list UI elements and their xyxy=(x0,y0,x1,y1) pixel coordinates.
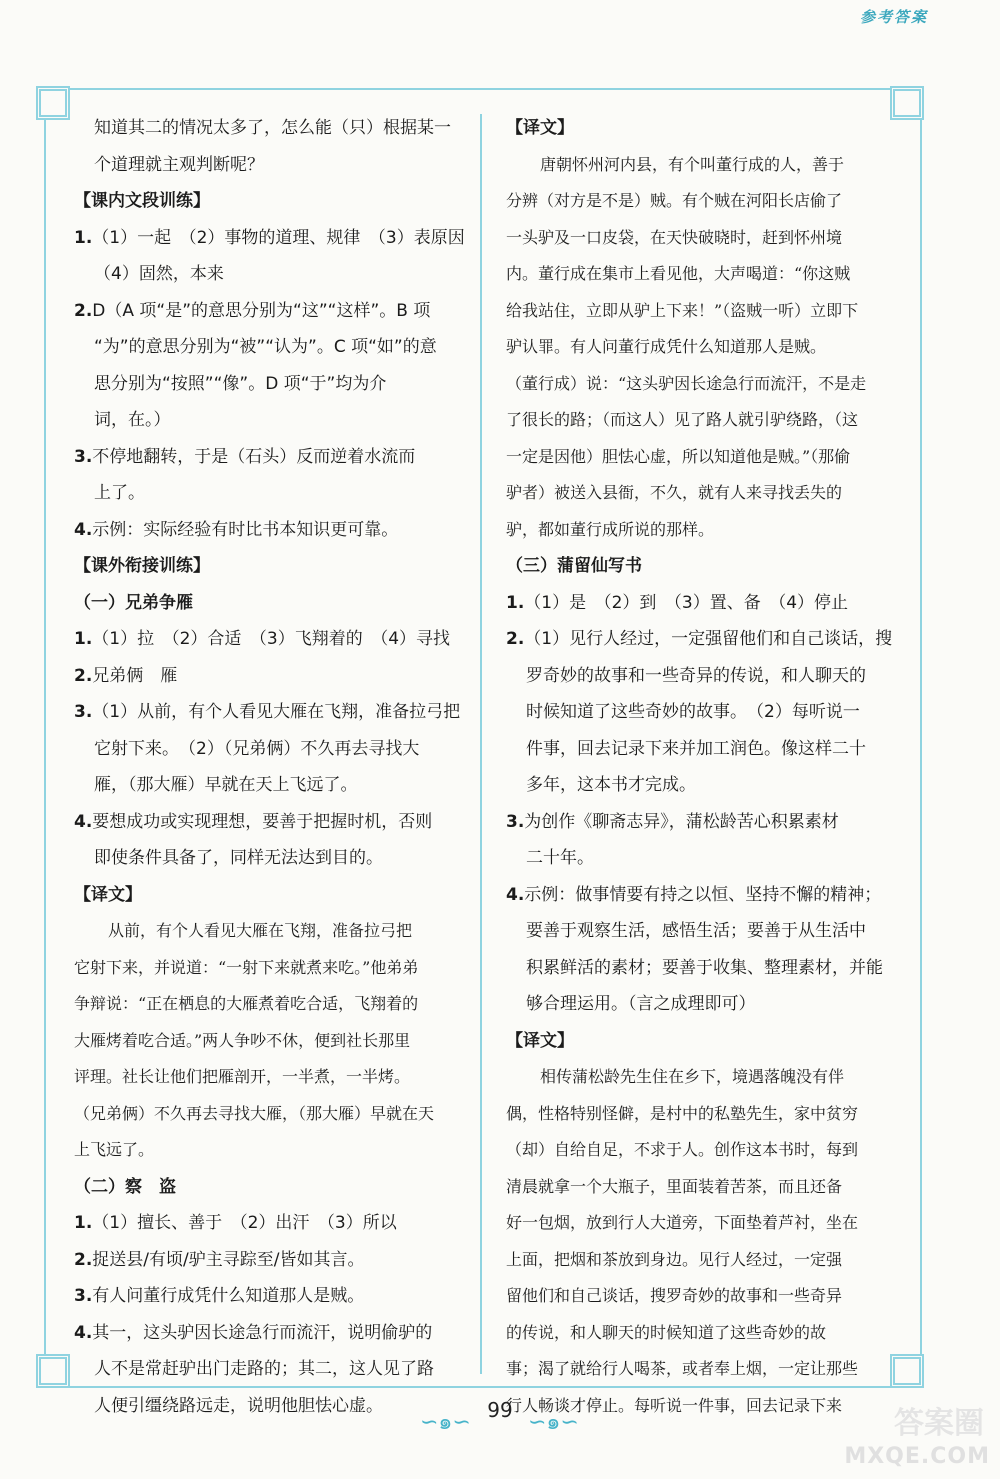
question-number: 2. xyxy=(506,629,525,649)
line-text: 分辨（对方是不是）贼。有个贼在河阳长店偷了 xyxy=(506,191,843,210)
line-text: 不停地翻转，于是（石头）反而逆着水流而 xyxy=(92,446,416,467)
text-line xyxy=(506,548,906,585)
section-tag: 参考答案 xyxy=(859,8,928,26)
text-line xyxy=(506,1096,906,1133)
text-line xyxy=(506,147,906,184)
text-line xyxy=(506,1278,906,1315)
line-text: 时候知道了这些奇妙的故事。 （2）每听说一 xyxy=(526,702,860,722)
text-line xyxy=(74,1351,470,1388)
column-divider xyxy=(480,114,482,1374)
text-line xyxy=(74,512,470,549)
line-text: （1）从前，有个人看见大雁在飞翔，准备拉弓把 xyxy=(92,702,461,722)
text-line xyxy=(506,439,906,476)
text-line xyxy=(506,1205,906,1242)
line-text: 人不是常赶驴出门走路的；其二，这人见了路 xyxy=(94,1359,434,1379)
text-line xyxy=(506,694,906,731)
line-text: 罗奇妙的故事和一些奇异的传说，和人聊天的 xyxy=(526,665,866,686)
line-text: 有人问董行成凭什么知道那人是贼。 xyxy=(92,1286,365,1306)
line-text: 要善于观察生活，感悟生活；要善于从生活中 xyxy=(526,921,866,941)
question-number: 1. xyxy=(74,227,93,248)
text-line xyxy=(506,658,906,695)
line-text: 一头驴及一口皮袋，在天快破晓时，赶到怀州境 xyxy=(506,227,843,247)
text-line xyxy=(506,913,906,950)
text-line xyxy=(74,1096,470,1133)
text-line xyxy=(74,1023,470,1060)
line-text: 示例：实际经验有时比书本知识更可靠。 xyxy=(92,519,399,540)
left-swirl-ornament-icon: ∽๑∽ xyxy=(420,1410,471,1435)
text-line xyxy=(506,986,906,1023)
text-line xyxy=(74,1205,470,1242)
line-text: 【课内文段训练】 xyxy=(74,191,210,211)
corner-ornament-bl xyxy=(36,1354,70,1388)
line-text: 知道其二的情况太多了，怎么能（只）根据某一 xyxy=(94,118,451,138)
text-line xyxy=(74,256,470,293)
line-text: 驴，都如董行成所说的那样。 xyxy=(506,519,715,539)
question-number: 4. xyxy=(506,884,525,905)
text-line xyxy=(506,293,906,330)
text-line xyxy=(506,621,906,658)
line-text: 驴者）被送入县衙，不久，就有人来寻找丢失的 xyxy=(506,483,843,502)
text-line xyxy=(74,402,470,439)
line-text: （兄弟俩）不久再去寻找大雁，（那大雁）早就在天 xyxy=(74,1103,435,1123)
text-line xyxy=(506,329,906,366)
line-text: （三）蒲留仙写书 xyxy=(506,556,642,576)
line-text: 驴认罪。有人问董行成凭什么知道那人是贼。 xyxy=(506,337,827,356)
line-text: 大雁烤着吃合适。”两人争吵不休，便到社长那里 xyxy=(74,1030,411,1050)
text-line xyxy=(74,220,470,257)
text-line xyxy=(506,950,906,987)
line-text: 件事，回去记录下来并加工润色。像这样二十 xyxy=(526,738,866,759)
text-line xyxy=(506,731,906,768)
text-line xyxy=(74,110,470,147)
text-line xyxy=(74,1315,470,1352)
right-column xyxy=(506,110,906,1424)
question-number: 1. xyxy=(74,1213,93,1233)
question-number: 4. xyxy=(74,1322,93,1343)
text-line xyxy=(74,1059,470,1096)
text-line xyxy=(506,1169,906,1206)
text-line xyxy=(506,1315,906,1352)
text-line xyxy=(74,439,470,476)
line-text: 够合理运用。（言之成理即可） xyxy=(526,994,756,1014)
line-text: 行人畅谈才停止。每听说一件事，回去记录下来 xyxy=(506,1395,843,1415)
line-text: （董行成）说：“这头驴因长途急行而流汗，不是走 xyxy=(506,373,867,393)
line-text: 给我站住，立即从驴上下来！”（盗贼一听）立即下 xyxy=(506,300,859,320)
line-text: 事；渴了就给行人喝茶，或者奉上烟，一定让那些 xyxy=(506,1359,859,1378)
line-text: 【课外衔接训练】 xyxy=(74,556,210,576)
line-text: 争辩说：“正在栖息的大雁煮着吃合适，飞翔着的 xyxy=(74,994,419,1013)
question-number: 1. xyxy=(506,592,525,613)
line-text: （二）察 盗 xyxy=(74,1176,176,1197)
line-text: 它射下来。 （2）（兄弟俩）不久再去寻找大 xyxy=(94,738,420,759)
text-line xyxy=(74,366,470,403)
line-text: 从前，有个人看见大雁在飞翔，准备拉弓把 xyxy=(108,921,413,940)
question-number: 2. xyxy=(74,1249,93,1270)
line-text: 【译文】 xyxy=(506,1030,574,1051)
question-number: 1. xyxy=(74,629,93,649)
text-line xyxy=(506,585,906,622)
question-number: 2. xyxy=(74,665,93,686)
line-text: 它射下来，并说道：“一射下来就煮来吃。”他弟弟 xyxy=(74,957,419,977)
line-text: 其一，这头驴因长途急行而流汗，说明偷驴的 xyxy=(92,1322,433,1343)
line-text: （1）是 （2）到 （3）置、备 （4）停止 xyxy=(524,592,849,613)
text-line xyxy=(506,475,906,512)
text-line xyxy=(74,1242,470,1279)
question-number: 4. xyxy=(74,811,93,832)
line-text: 相传蒲松龄先生住在乡下，境遇落魄没有伴 xyxy=(540,1067,845,1086)
right-swirl-ornament-icon: ∽๑∽ xyxy=(528,1410,579,1435)
line-text: 为创作《聊斋志异》，蒲松龄苦心积累素材 xyxy=(524,811,839,832)
text-line xyxy=(74,475,470,512)
text-line xyxy=(74,621,470,658)
text-line xyxy=(74,1132,470,1169)
text-line xyxy=(74,877,470,914)
watermark-url: MXQE.COM xyxy=(844,1444,990,1469)
line-text: 二十年。 xyxy=(526,848,594,868)
text-line xyxy=(74,293,470,330)
line-text: 多年，这本书才完成。 xyxy=(526,775,696,795)
text-line xyxy=(506,256,906,293)
line-text: 评理。社长让他们把雁剖开，一半煮，一半烤。 xyxy=(74,1067,411,1086)
line-text: （一）兄弟争雁 xyxy=(74,592,193,613)
line-text: 留他们和自己谈话，搜罗奇妙的故事和一些奇异 xyxy=(506,1286,843,1305)
text-line xyxy=(506,1351,906,1388)
line-text: 雁，（那大雁）早就在天上飞远了。 xyxy=(94,775,358,795)
question-number: 3. xyxy=(74,702,93,722)
left-column xyxy=(74,110,470,1424)
text-line xyxy=(506,1023,906,1060)
text-line xyxy=(74,731,470,768)
text-line xyxy=(74,840,470,877)
line-text: 【译文】 xyxy=(506,118,574,138)
line-text: 唐朝怀州河内县，有个叫董行成的人，善于 xyxy=(540,154,845,174)
line-text: （1）拉 （2）合适 （3）飞翔着的 （4）寻找 xyxy=(92,629,451,649)
question-number: 3. xyxy=(74,446,93,467)
question-number: 3. xyxy=(506,811,525,832)
text-line xyxy=(506,183,906,220)
text-line xyxy=(506,512,906,549)
line-text: 内。董行成在集市上看见他，大声喝道：“你这贼 xyxy=(506,264,851,283)
text-line xyxy=(506,366,906,403)
text-line xyxy=(506,220,906,257)
text-line xyxy=(506,840,906,877)
line-text: 词，在。） xyxy=(94,410,171,430)
text-line xyxy=(74,804,470,841)
line-text: 【译文】 xyxy=(74,884,142,905)
line-text: （1）擅长、善于 （2）出汗 （3）所以 xyxy=(92,1213,397,1233)
text-line xyxy=(506,877,906,914)
line-text: 的传说，和人聊天的时候知道了这些奇妙的故 xyxy=(506,1322,827,1342)
question-number: 2. xyxy=(74,300,93,321)
line-text: 上面，把烟和茶放到身边。见行人经过，一定强 xyxy=(506,1249,843,1269)
text-line xyxy=(506,804,906,841)
line-text: 好一包烟，放到行人大道旁，下面垫着芦衬，坐在 xyxy=(506,1213,859,1232)
line-text: “为”的意思分别为“被”“认为”。C 项“如”的意 xyxy=(94,337,437,357)
line-text: 了很长的路；（而这人）见了路人就引驴绕路，（这 xyxy=(506,410,859,429)
text-line xyxy=(74,913,470,950)
line-text: 人便引缰绕路远走，说明他胆怯心虚。 xyxy=(94,1395,383,1416)
text-line xyxy=(74,658,470,695)
line-text: 思分别为“按照”“像”。D 项“于”均为介 xyxy=(94,373,387,394)
corner-ornament-tl xyxy=(36,86,70,120)
line-text: （4）固然，本来 xyxy=(94,264,224,284)
text-line xyxy=(506,402,906,439)
text-line xyxy=(74,183,470,220)
text-line xyxy=(506,1132,906,1169)
line-text: 上飞远了。 xyxy=(74,1140,155,1159)
line-text: 示例：做事情要有持之以恒、坚持不懈的精神； xyxy=(524,884,882,905)
line-text: 要想成功或实现理想，要善于把握时机，否则 xyxy=(92,811,433,832)
text-line xyxy=(74,767,470,804)
text-line xyxy=(74,1169,470,1206)
line-text: 偶，性格特别怪僻，是村中的私塾先生，家中贫穷 xyxy=(506,1103,859,1123)
watermark-logo: 答案圈 xyxy=(894,1406,984,1441)
text-line xyxy=(74,548,470,585)
line-text: （1）一起 （2）事物的道理、规律 （3）表原因 xyxy=(92,227,465,248)
text-line xyxy=(506,767,906,804)
line-text: 捉送县/有顷/驴主寻踪至/皆如其言。 xyxy=(92,1249,365,1270)
line-text: 兄弟俩 雁 xyxy=(92,665,178,686)
text-line xyxy=(506,1242,906,1279)
text-line xyxy=(74,1278,470,1315)
text-line xyxy=(74,950,470,987)
text-line xyxy=(74,986,470,1023)
question-number: 4. xyxy=(74,519,93,540)
line-text: D（A 项“是”的意思分别为“这”“这样”。B 项 xyxy=(92,300,431,321)
line-text: 个道理就主观判断呢？ xyxy=(94,154,264,175)
line-text: （1）见行人经过，一定强留他们和自己谈话，搜 xyxy=(524,629,893,649)
line-text: 一定是因他）胆怯心虚，所以知道他是贼。”（那偷 xyxy=(506,446,851,466)
text-line xyxy=(74,147,470,184)
text-line xyxy=(506,110,906,147)
text-line xyxy=(74,694,470,731)
text-line xyxy=(74,585,470,622)
line-text: 上了。 xyxy=(94,483,145,503)
text-line xyxy=(506,1059,906,1096)
line-text: （却）自给自足，不求于人。创作这本书时，每到 xyxy=(506,1140,859,1159)
line-text: 即使条件具备了，同样无法达到目的。 xyxy=(94,848,383,868)
page-number: 99 xyxy=(487,1398,513,1422)
text-line xyxy=(74,329,470,366)
question-number: 3. xyxy=(74,1286,93,1306)
line-text: 清晨就拿一个大瓶子，里面装着苦茶，而且还备 xyxy=(506,1176,843,1196)
line-text: 积累鲜活的素材；要善于收集、整理素材，并能 xyxy=(526,957,883,978)
